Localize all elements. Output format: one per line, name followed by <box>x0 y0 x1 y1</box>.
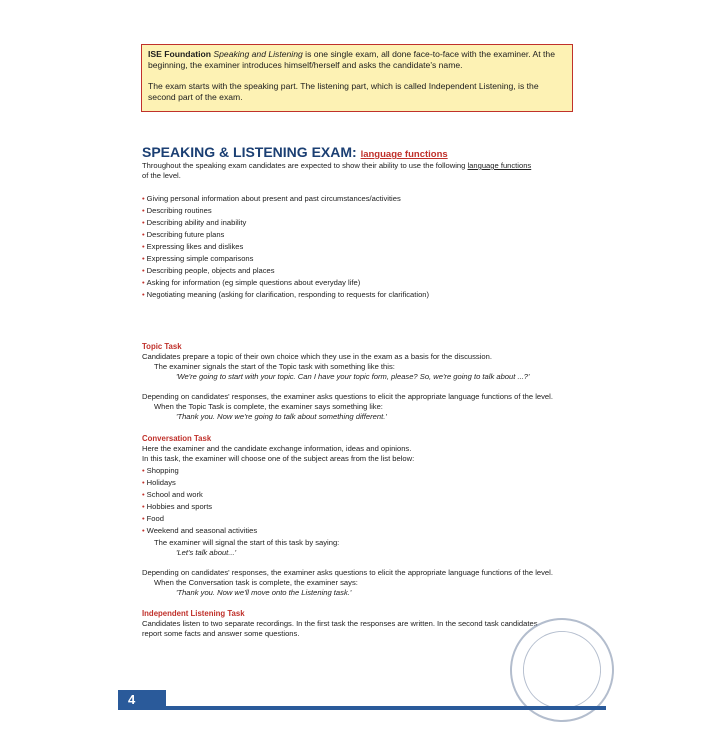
language-function-item: • Describing routines <box>142 205 429 217</box>
conversation-line-4: Depending on candidates' responses, the examiner asks questions to elicit the appropriate language functions of the level. <box>142 568 553 577</box>
section-heading <box>142 144 448 160</box>
language-function-item: • Describing ability and inability <box>142 217 429 229</box>
listening-task-title: Independent Listening Task <box>142 609 245 618</box>
conversation-line-2: In this task, the examiner will choose one of the subject areas from the list below: <box>142 454 415 463</box>
topic-task-title: Topic Task <box>142 342 182 351</box>
conversation-line-3: The examiner will signal the start of this task by saying: <box>154 538 340 547</box>
language-function-item: • Describing people, objects and places <box>142 265 429 277</box>
language-function-item: • Negotiating meaning (asking for clarification, responding to requests for clarification) <box>142 289 429 301</box>
conversation-quote-2: 'Thank you. Now we'll move onto the Listening task.' <box>176 588 352 597</box>
intro-line-2: of the level. <box>142 171 181 180</box>
conversation-line-1: Here the examiner and the candidate exchange information, ideas and opinions. <box>142 444 412 453</box>
language-functions-list <box>142 193 429 301</box>
topic-quote-1: 'We're going to start with your topic. Can I have your topic form, please? So, we're going to talk about ...?' <box>176 372 530 381</box>
language-function-item: • Expressing simple comparisons <box>142 253 429 265</box>
subject-area-item: • Food <box>142 513 257 525</box>
listening-line-1: Candidates listen to two separate recordings. In the first task the responses are written. In the second task candidates <box>142 619 538 628</box>
subject-area-item: • Shopping <box>142 465 257 477</box>
subject-area-item: • School and work <box>142 489 257 501</box>
topic-line-1: Candidates prepare a topic of their own choice which they use in the exam as a basis for the discussion. <box>142 352 492 361</box>
topic-line-3: Depending on candidates' responses, the examiner asks questions to elicit the appropriate language functions of the level. <box>142 392 553 401</box>
subject-area-item: • Holidays <box>142 477 257 489</box>
heading-sub: language functions <box>360 149 448 160</box>
subject-area-item: • Hobbies and sports <box>142 501 257 513</box>
topic-line-2: The examiner signals the start of the Topic task with something like this: <box>154 362 395 371</box>
info-paragraph-1: ISE Foundation Speaking and Listening is one single exam, all done face-to-face with the examiner. At the beginning, the examiner introduces himself/herself and asks the candidate's name. <box>148 49 555 70</box>
conversation-line-5: When the Conversation task is complete, the examiner says: <box>154 578 358 587</box>
seal-stamp-inner <box>513 621 611 719</box>
page-number: 4 <box>118 690 166 710</box>
language-function-item: • Describing future plans <box>142 229 429 241</box>
intro-line-1: Throughout the speaking exam candidates are expected to show their ability to use the following language functions <box>142 161 532 170</box>
language-functions-link: language functions <box>467 161 532 170</box>
language-function-item: • Expressing likes and dislikes <box>142 241 429 253</box>
language-function-item: • Asking for information (eg simple questions about everyday life) <box>142 277 429 289</box>
conversation-task-title: Conversation Task <box>142 434 212 443</box>
footer-bar <box>166 706 606 710</box>
topic-line-4: When the Topic Task is complete, the examiner says something like: <box>154 402 383 411</box>
language-function-item: • Giving personal information about present and past circumstances/activities <box>142 193 429 205</box>
topic-quote-2: 'Thank you. Now we're going to talk about something different.' <box>176 412 387 421</box>
conversation-quote-1: 'Let's talk about...' <box>176 548 237 557</box>
subject-areas-list <box>142 465 257 537</box>
info-paragraph-2: The exam starts with the speaking part. The listening part, which is called Independent Listening, is the second part of the exam. <box>148 81 539 102</box>
subject-area-item: • Weekend and seasonal activities <box>142 525 257 537</box>
listening-line-2: report some facts and answer some questions. <box>142 629 300 638</box>
heading-main: SPEAKING & LISTENING EXAM: <box>142 144 357 160</box>
info-box <box>141 44 573 112</box>
